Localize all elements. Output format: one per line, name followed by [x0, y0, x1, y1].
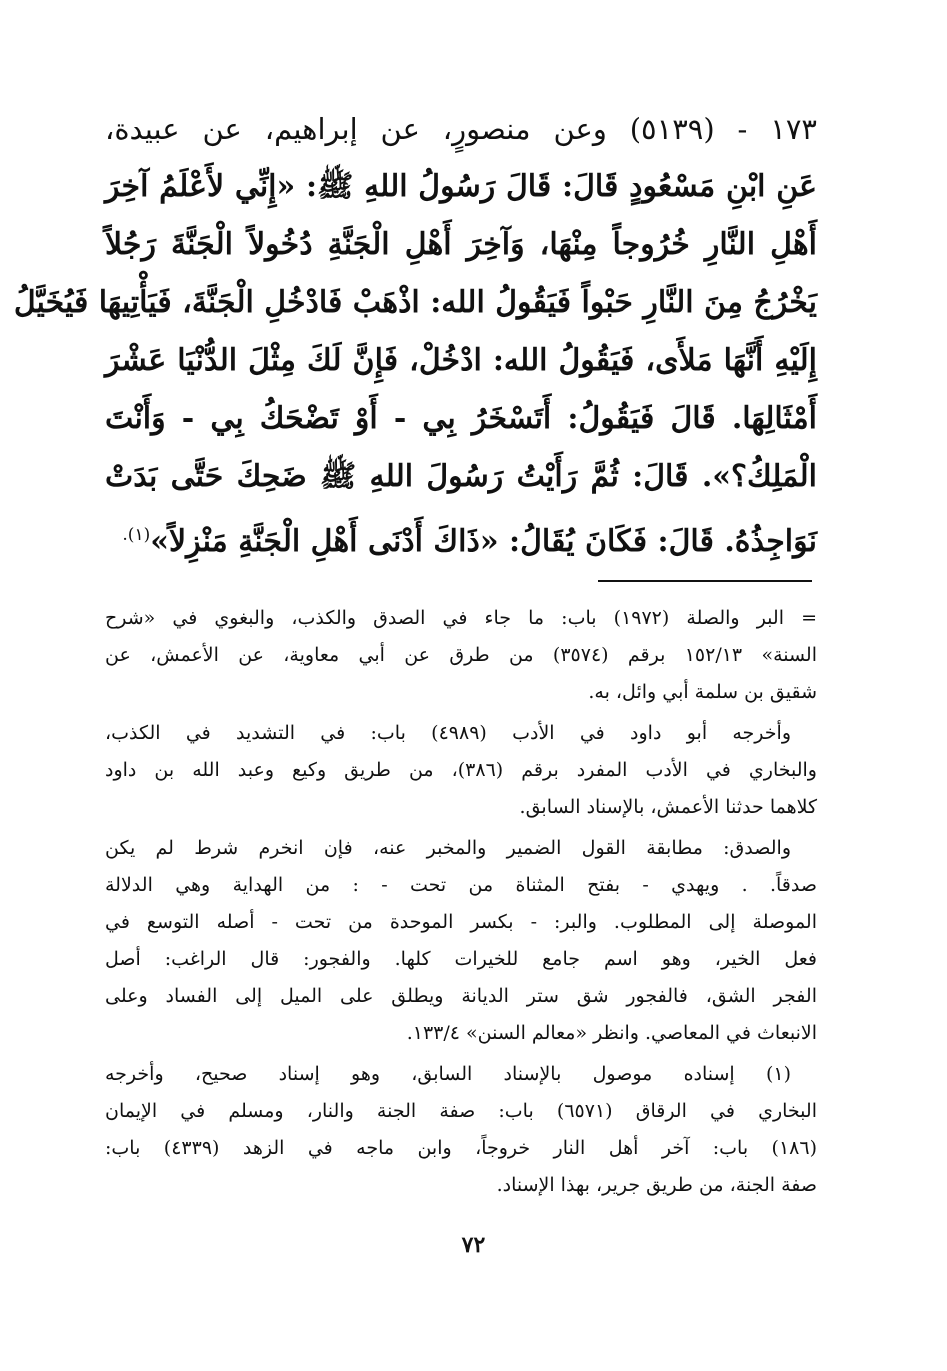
- page-number: ٧٢: [461, 1232, 486, 1258]
- hadith-heading-line: ١٧٣ - (٥١٣٩) وعن منصورٍ، عن إبراهيم، عن عبيدة،: [105, 112, 817, 146]
- hadith-last-line: [105, 506, 817, 571]
- hadith-line: عَنِ ابْنِ مَسْعُودٍ قَالَ: قَالَ رَسُولُ اللهِ ﷺ: «إِنِّي لأَعْلَمُ آخِرَ: [105, 169, 817, 204]
- footnote-line: شقيق بن سلمة أبي وائل، به.: [588, 681, 817, 703]
- footnote-paragraph: [105, 600, 817, 711]
- footnotes: [105, 600, 817, 1208]
- footnote-line: البخاري في الرقاق (٦٥٧١) باب: صفة الجنة والنار، ومسلم في الإيمان: [105, 1100, 817, 1122]
- footnote-line: الانبعاث في المعاصي. وانظر «معالم السنن» ١٣٣/٤.: [406, 1022, 817, 1044]
- hadith-line: إِلَيْهِ أَنَّهَا مَلأَى، فَيَقُولُ الله: ادْخُلْ، فَإِنَّ لَكَ مِثْلَ الدُّنْيَا عَشْرَ: [105, 343, 817, 378]
- hadith-line: يَخْرُجُ مِنَ النَّارِ حَبْواً فَيَقُولُ الله: اذْهَبْ فَادْخُلِ الْجَنَّةَ، فَيَأْتِيهَا فَيُخَيَّلُ: [13, 285, 817, 320]
- hadith-line: نَوَاجِذُهُ. قَالَ: فَكَانَ يُقَالُ: «ذَاكَ أَدْنَى أَهْلِ الْجَنَّةِ مَنْزِلاً»: [150, 524, 817, 559]
- footnote-line: الفجر الشق، فالفجور شق ستر الديانة ويطلق على الميل إلى الفساد وعلى: [105, 985, 817, 1007]
- footnote-paragraph: [105, 715, 817, 826]
- footnote-line: = البر والصلة (١٩٧٢) باب: ما جاء في الصدق والكذب، والبغوي في «شرح: [105, 607, 818, 629]
- footnote-line: كلاهما حدثنا الأعمش، بالإسناد السابق.: [519, 796, 817, 818]
- footnote-line: والبخاري في الأدب المفرد برقم (٣٨٦)، من طريق وكيع وعبد الله بن داود: [105, 759, 817, 781]
- hadith-line: أَمْثَالِهَا. قَالَ فَيَقُولُ: أَتَسْخَرُ بِي - أَوْ تَضْحَكُ بِي - وَأَنْتَ: [105, 401, 817, 436]
- footnote-line: صفة الجنة، من طريق جرير، بهذا الإسناد.: [496, 1174, 817, 1196]
- hadith-line: الْمَلِكُ؟». قَالَ: ثُمَّ رَأَيْتُ رَسُولَ اللهِ ﷺ ضَحِكَ حَتَّى بَدَتْ: [105, 459, 817, 494]
- hadith-text: [13, 100, 817, 571]
- footnote-divider: [598, 580, 812, 582]
- footnote-line: فعل الخير، وهو اسم جامع للخيرات كلها. والفجور: قال الراغب: أصل: [105, 948, 817, 970]
- footnote-line: (١٨٦) باب: آخر أهل النار خروجاً، وابن ماجه في الزهد (٤٣٣٩) باب:: [105, 1137, 817, 1159]
- footnote-line: الموصلة إلى المطلوب. والبر: - بكسر الموحدة من تحت - أصله التوسع في: [105, 911, 817, 933]
- hadith-line: أَهْلِ النَّارِ خُرُوجاً مِنْهَا، وَآخِرَ أَهْلِ الْجَنَّةِ دُخُولاً الْجَنَّةَ رَجُلاً: [105, 227, 817, 262]
- footnote-marker: (١).: [122, 525, 151, 545]
- footnote-line: السنة» ١٥٢/١٣ برقم (٣٥٧٤) من طرق عن أبي معاوية، عن الأعمش، عن: [105, 644, 818, 666]
- footnote-line: وأخرجه أبو داود في الأدب (٤٩٨٩) باب: في التشديد في الكذب،: [105, 722, 791, 744]
- footnote-line: (١) إسناده موصول بالإسناد السابق، وهو إسناد صحيح، وأخرجه: [105, 1063, 791, 1085]
- footnote-line: صدقاً. . ويهدي - بفتح المثناة من تحت - : من الهداية وهي الدلالة: [105, 874, 817, 896]
- footnote-line: والصدق: مطابقة القول الضمير والمخبر عنه، فإن انخرم شرط لم يكن: [105, 837, 791, 859]
- footnote-paragraph: [105, 830, 817, 1052]
- footnote-paragraph: [105, 1056, 817, 1204]
